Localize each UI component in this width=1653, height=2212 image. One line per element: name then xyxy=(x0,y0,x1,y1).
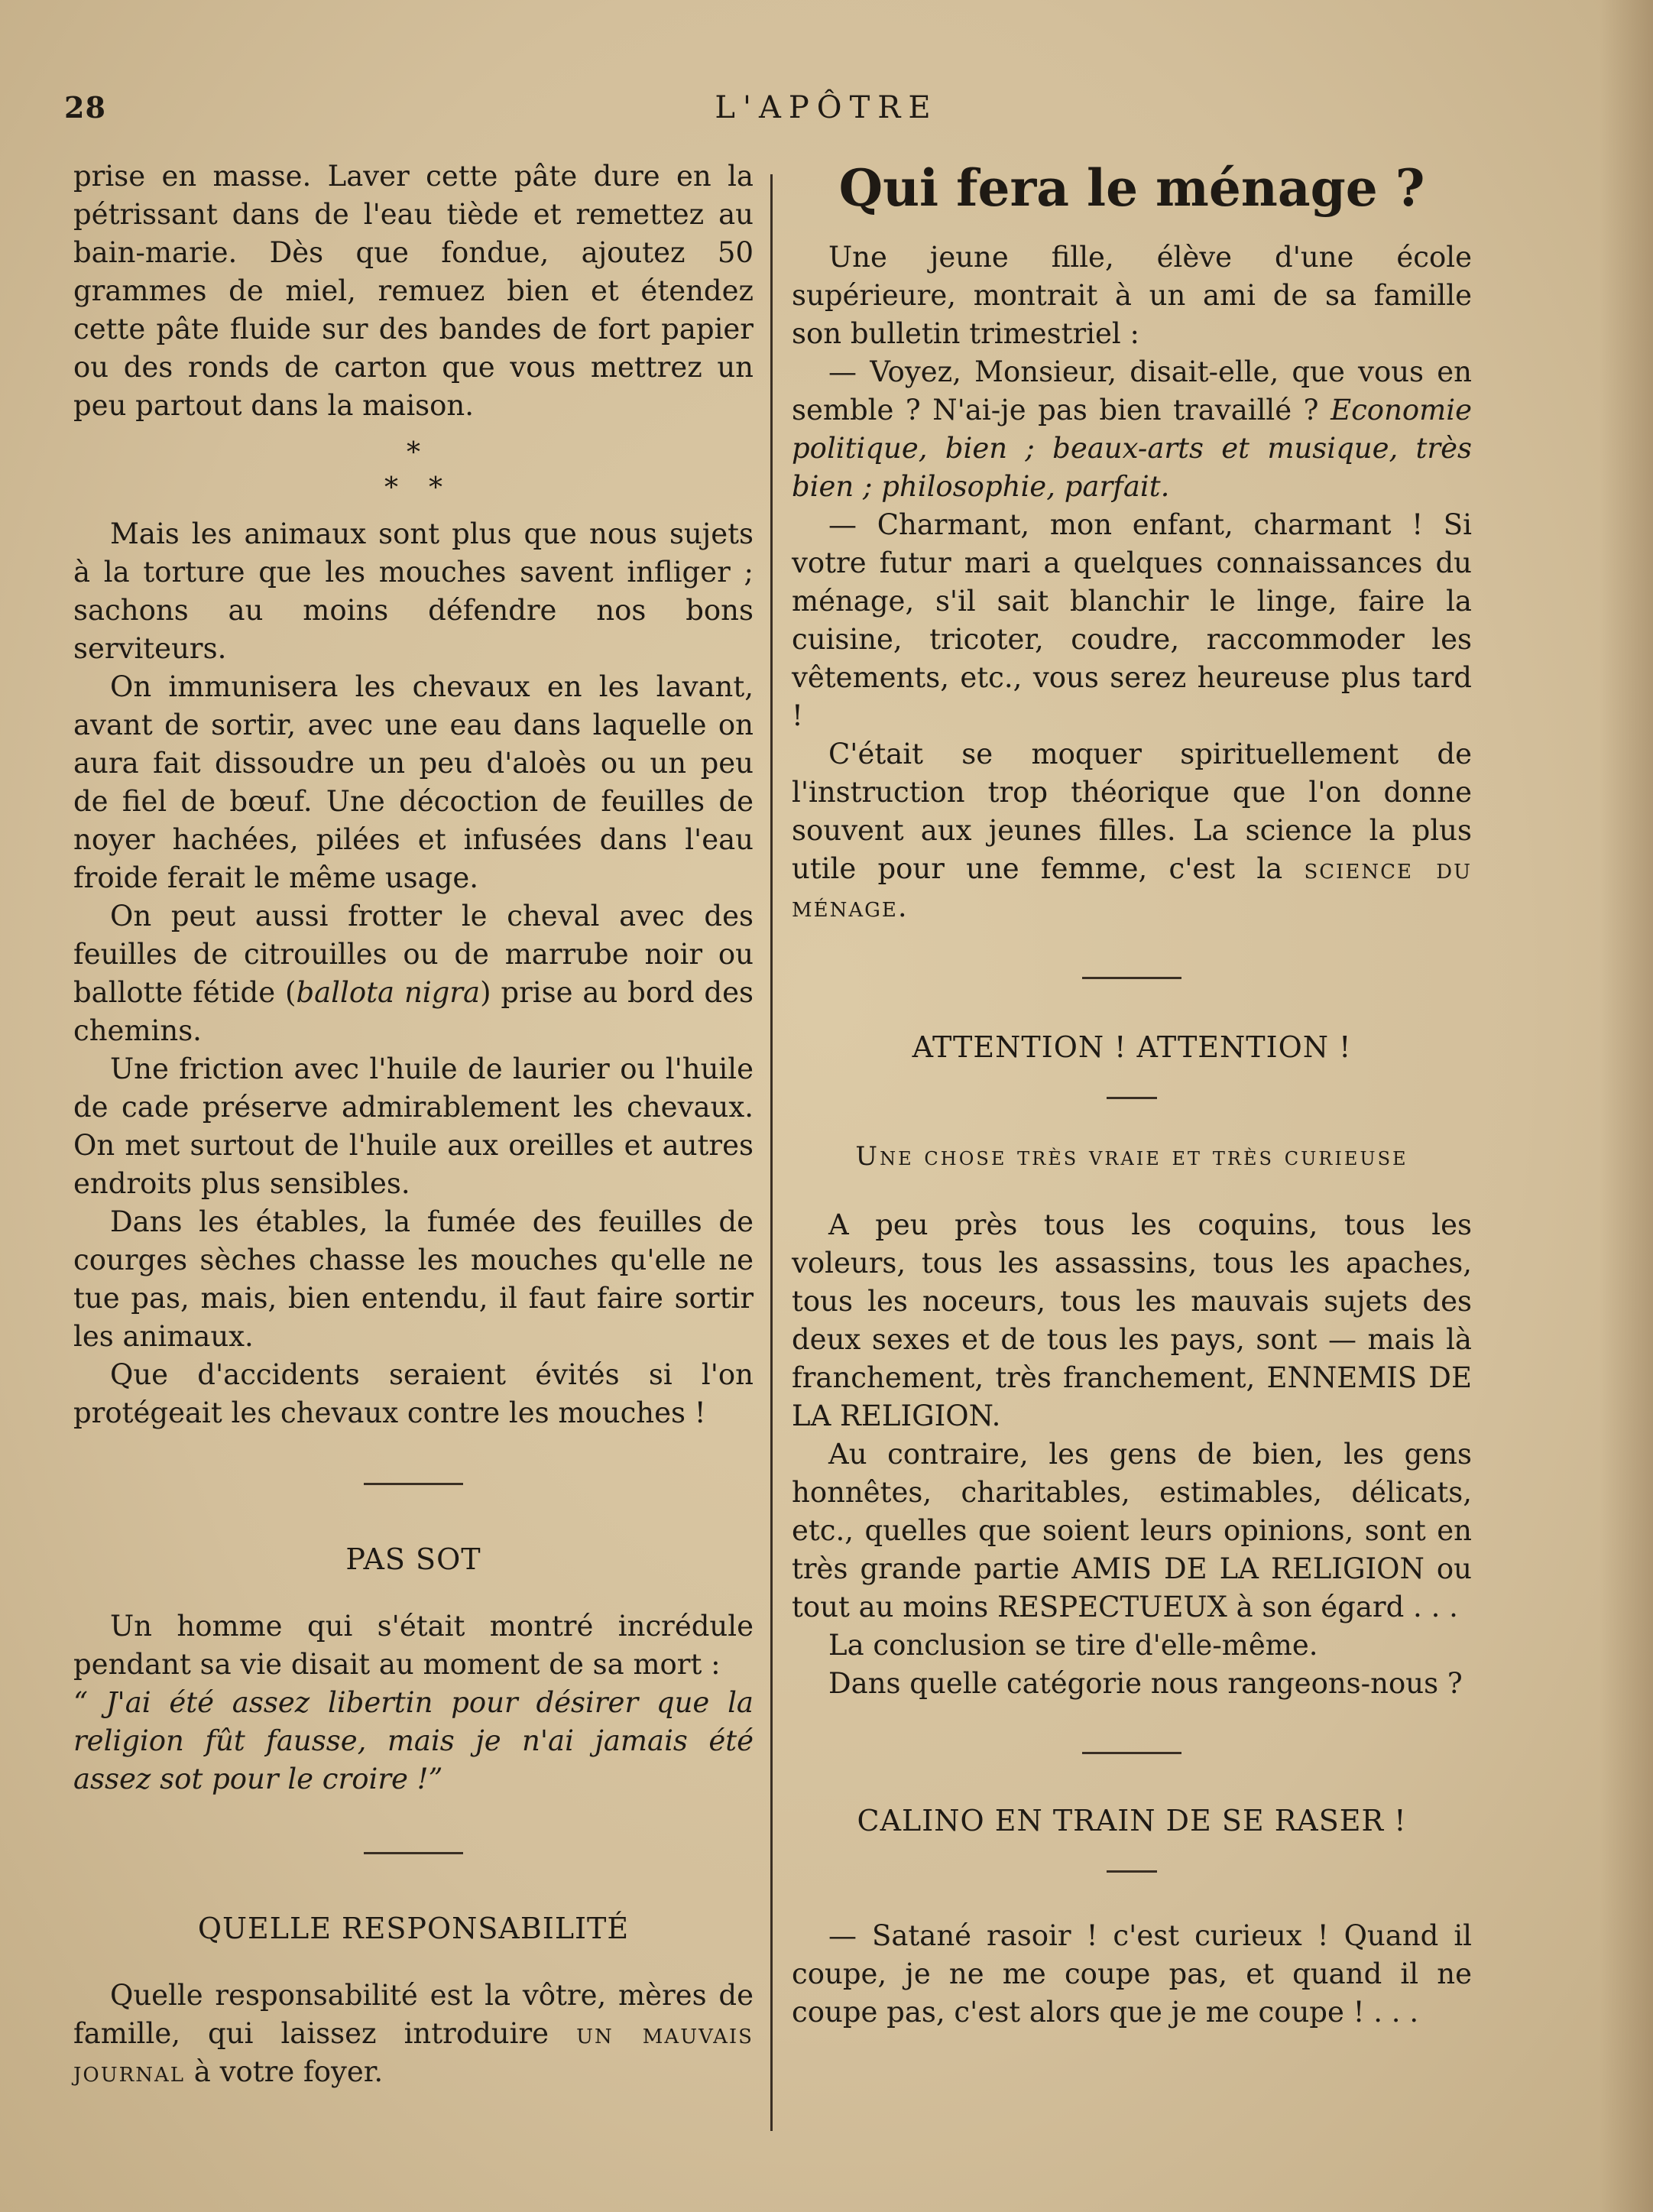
text-run: C'était se moquer spirituellement de l'instruction trop théorique que l'on donne souvent aux jeunes filles. La science la plus utile pour une femme, c'est la xyxy=(792,738,1472,885)
paragraph: — Satané rasoir ! c'est curieux ! Quand il coupe, je ne me coupe pas, et quand il ne coupe pas, c'est alors que je me coupe ! . . . xyxy=(792,1919,1472,2029)
left-column xyxy=(73,157,754,2091)
text-run: Quelle responsabilité est la vôtre, mères de famille, qui laissez introduire xyxy=(73,1979,754,2050)
star-bottom: ** xyxy=(384,472,473,504)
section-stars xyxy=(73,436,754,506)
smallcaps-phrase: science du ménage xyxy=(792,852,1472,923)
article-title-menage: Qui fera le ménage ? xyxy=(838,158,1425,218)
separator-rule xyxy=(1082,977,1181,979)
text-run: . xyxy=(897,890,907,923)
paragraph: Une jeune fille, élève d'une école supérieure, montrait à un ami de sa famille son bulletin trimestriel : xyxy=(792,241,1472,350)
paragraph: La conclusion se tire d'elle-même. xyxy=(828,1629,1318,1662)
separator-rule-small xyxy=(1107,1097,1157,1099)
paragraph: Dans les étables, la fumée des feuilles de courges sèches chasse les mouches qu'elle ne tue pas, mais, bien entendu, il faut faire sortir les animaux. xyxy=(73,1205,754,1353)
section-title-pas-sot: PAS SOT xyxy=(345,1542,481,1576)
section-title-attention: ATTENTION ! ATTENTION ! xyxy=(912,1030,1352,1064)
paragraph: Un homme qui s'était montré incrédule pendant sa vie disait au moment de sa mort : xyxy=(73,1610,754,1681)
paragraph-continued: prise en masse. Laver cette pâte dure en la pétrissant dans de l'eau tiède et remettez au bain-marie. Dès que fondue, ajoutez 50 grammes de miel, remuez bien et étendez cette pâte fluide sur des bandes de fort papier ou des ronds de carton que vous mettrez un peu partout dans la maison. xyxy=(73,160,754,422)
separator-rule-small xyxy=(1107,1870,1157,1873)
paragraph xyxy=(792,353,1472,506)
paragraph: Que d'accidents seraient évités si l'on protégeait les chevaux contre les mouches ! xyxy=(73,1358,754,1429)
text-run: On peut aussi frotter le cheval avec des feuilles de citrouilles ou de marrube noir ou ballotte fétide ( xyxy=(73,900,754,1009)
section-title-responsabilite: QUELLE RESPONSABILITÉ xyxy=(197,1912,630,1945)
italic-grades: Economie politique, bien ; beaux-arts et musique, très bien ; philosophie, parfait. xyxy=(792,394,1472,503)
paragraph: Mais les animaux sont plus que nous sujets à la torture que les mouches savent infliger ; sachons au moins défendre nos bons serviteurs. xyxy=(73,517,754,665)
paragraph xyxy=(792,735,1472,926)
star-top: * xyxy=(407,437,420,469)
paragraph: — Charmant, mon enfant, charmant ! Si votre futur mari a quelques connaissances du ménage, s'il sait blanchir le linge, faire la cuisine, tricoter, coudre, raccommoder les vêtements, etc., vous serez heureuse plus tard ! xyxy=(792,508,1472,732)
page-header xyxy=(0,90,1653,136)
running-title: L'APÔTRE xyxy=(715,90,938,125)
smallcaps-phrase: un mauvais journal xyxy=(73,2017,754,2088)
latin-name: ballota nigra xyxy=(296,976,481,1009)
separator-rule xyxy=(1082,1752,1181,1754)
right-column xyxy=(792,157,1472,2032)
separator-rule xyxy=(364,1852,463,1854)
paragraph: On immunisera les chevaux en les lavant, avant de sortir, avec une eau dans laquelle on aura fait dissoudre un peu d'aloès ou un peu de fiel de bœuf. Une décoction de feuilles de noyer hachées, pilées et infusées dans l'eau froide ferait le même usage. xyxy=(73,670,754,894)
section-subtitle: Une chose très vraie et très curieuse xyxy=(855,1141,1408,1172)
quote: “ J'ai été assez libertin pour désirer que la religion fût fausse, mais je n'ai jamais été assez sot pour le croire !” xyxy=(73,1686,754,1795)
text-run: à votre foyer. xyxy=(185,2055,384,2088)
section-title-calino: CALINO EN TRAIN DE SE RASER ! xyxy=(857,1804,1407,1837)
column-divider xyxy=(770,174,773,2131)
paragraph: Dans quelle catégorie nous rangeons-nous ? xyxy=(828,1667,1463,1700)
paragraph xyxy=(73,897,754,1050)
paragraph: Une friction avec l'huile de laurier ou l'huile de cade préserve admirablement les chevaux. On met surtout de l'huile aux oreilles et autres endroits plus sensibles. xyxy=(73,1052,754,1200)
separator-rule xyxy=(364,1483,463,1485)
paragraph: Au contraire, les gens de bien, les gens honnêtes, charitables, estimables, délicats, etc., quelles que soient leurs opinions, sont en très grande partie AMIS DE LA RELIGION ou tout au moins RESPECTUEUX à son égard . . . xyxy=(792,1438,1472,1623)
text-run: ) prise au bord des chemins. xyxy=(73,976,754,1047)
text-run: — Voyez, Monsieur, disait-elle, que vous en semble ? N'ai-je pas bien travaillé ? xyxy=(792,355,1472,427)
paragraph xyxy=(73,1977,754,2091)
page-number: 28 xyxy=(64,90,106,125)
paragraph: A peu près tous les coquins, tous les voleurs, tous les assassins, tous les apaches, tous les noceurs, tous les mauvais sujets des deux sexes et de tous les pays, sont — mais là franchement, très franchement, ENNEMIS DE LA RELIGION. xyxy=(792,1208,1472,1432)
